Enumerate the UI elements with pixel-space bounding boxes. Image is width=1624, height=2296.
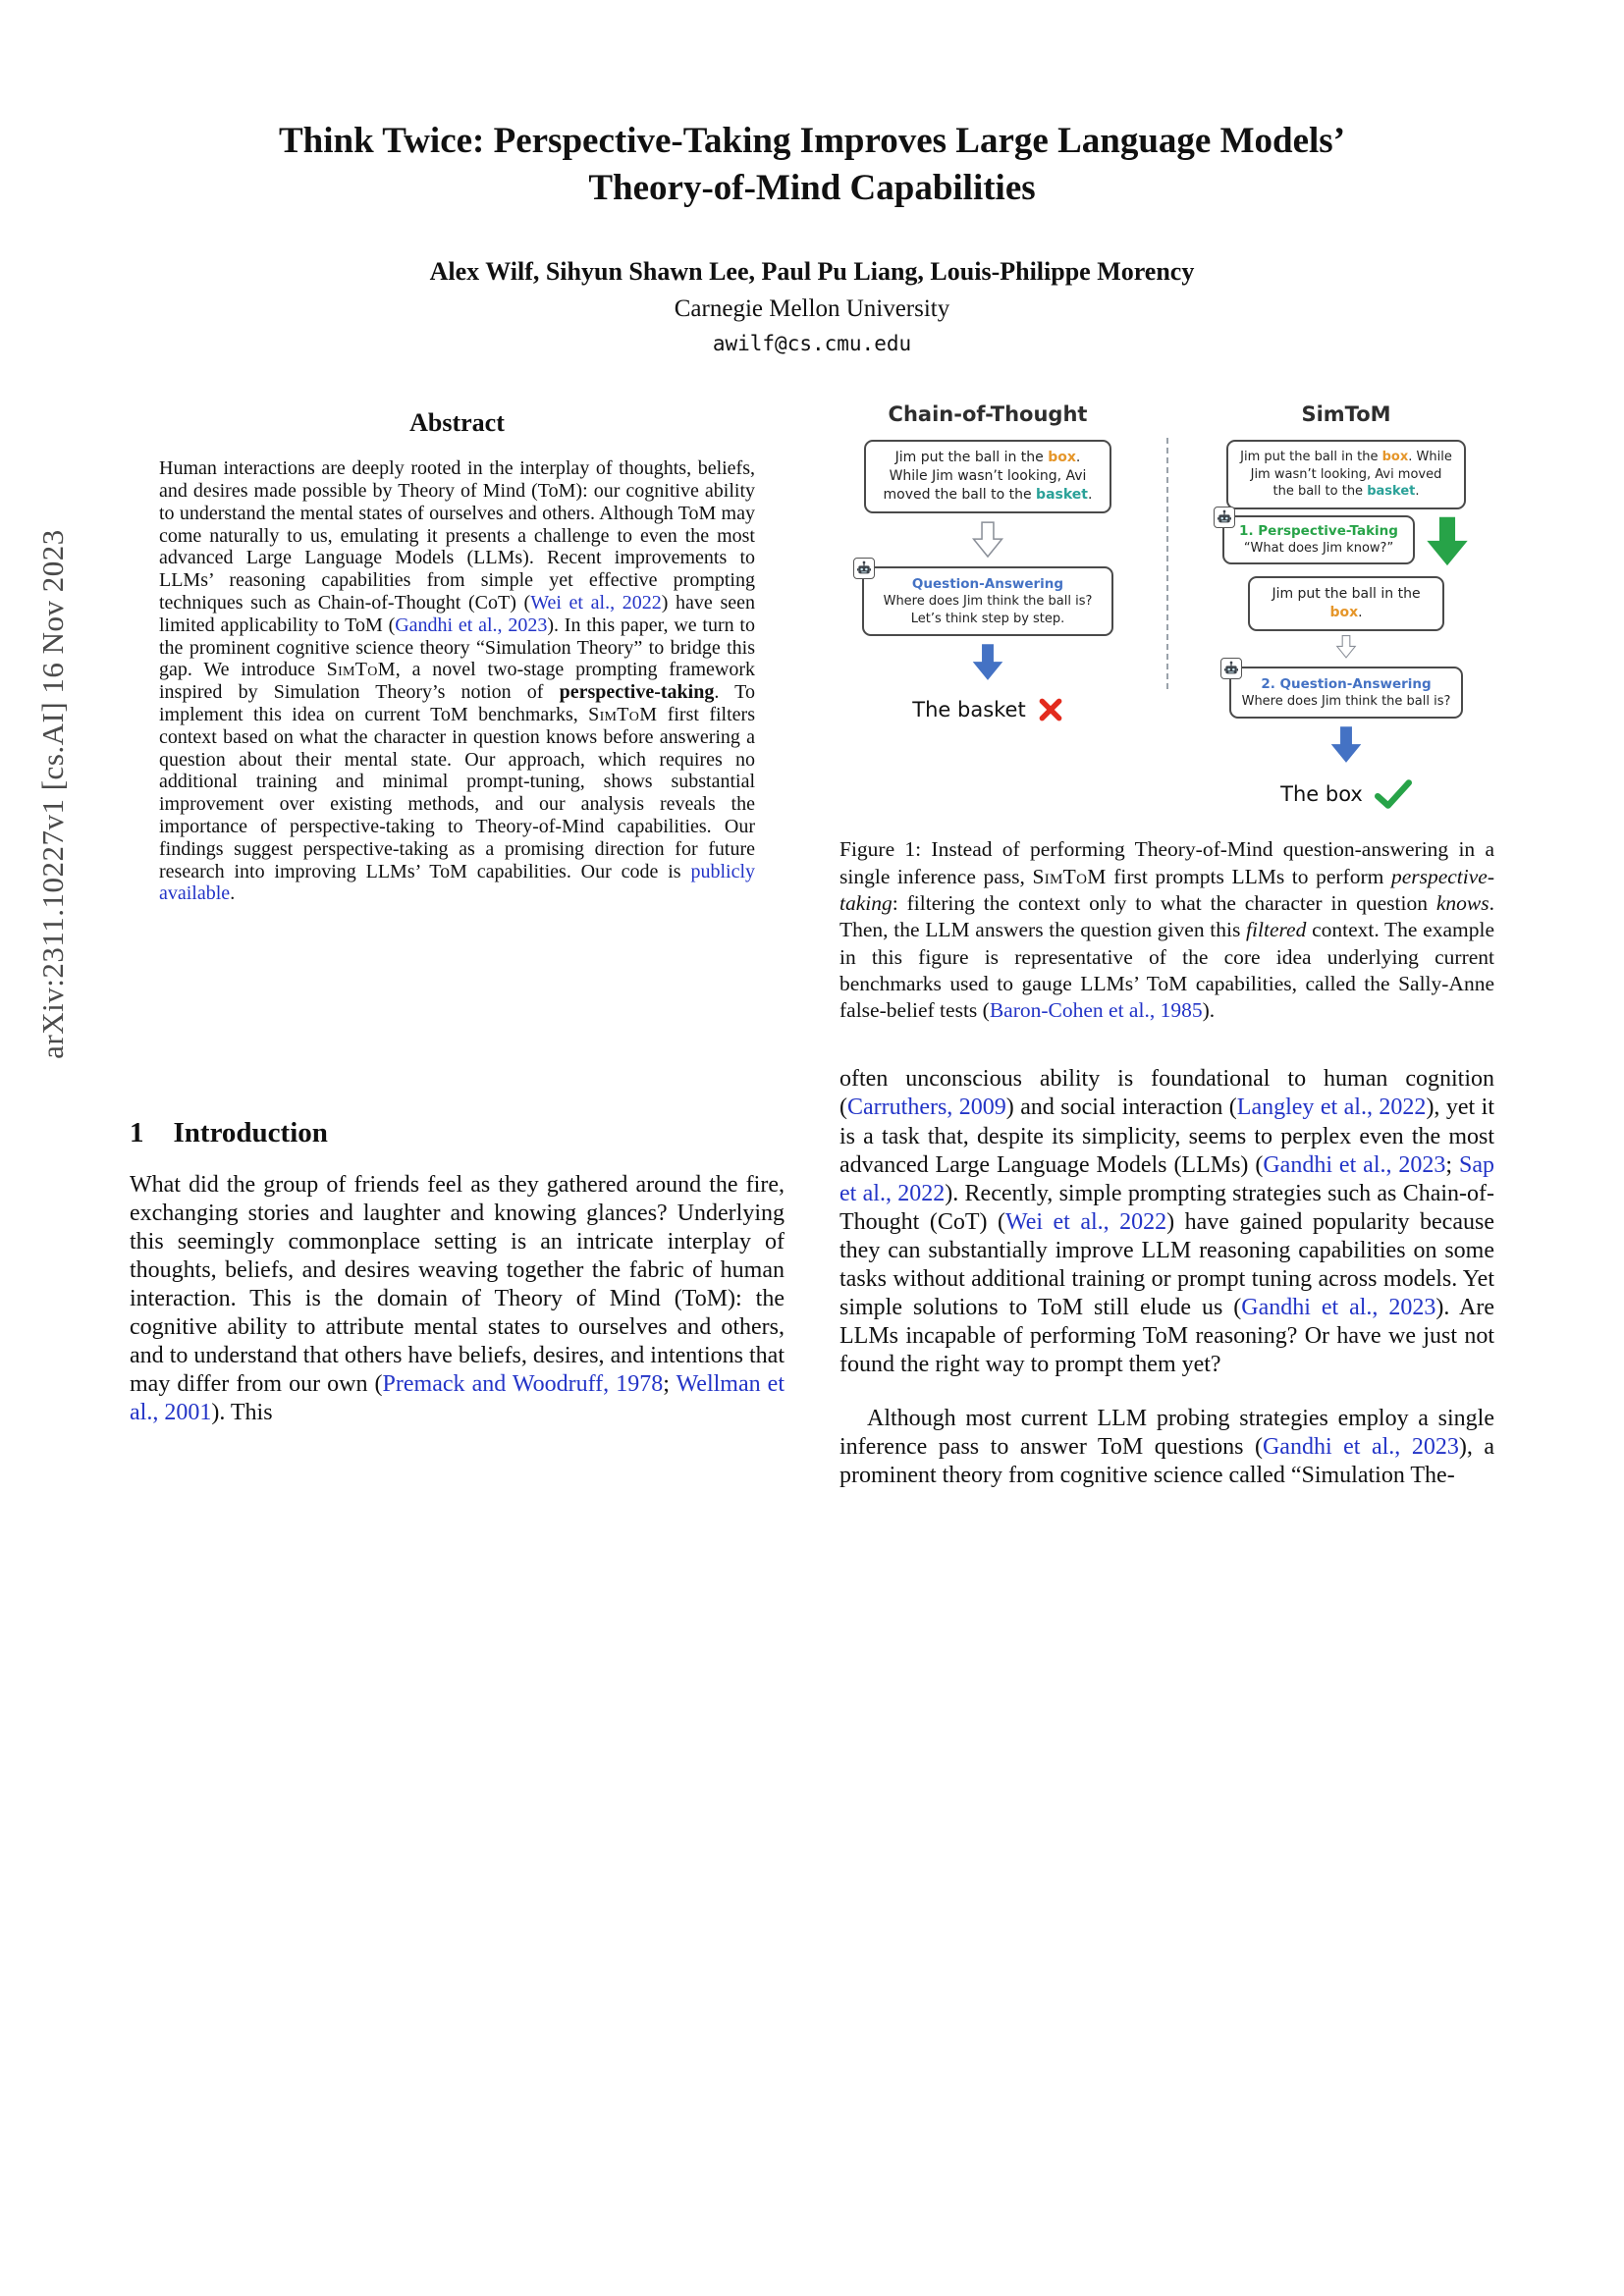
text-run: : filtering the context only to what the character in question — [892, 890, 1436, 915]
abstract-section — [130, 408, 785, 1090]
citation-link[interactable]: Gandhi et al., 2023 — [1263, 1151, 1446, 1178]
cot-qa-question: Where does Jim think the ball is? — [883, 594, 1093, 610]
text-run: basket — [1036, 486, 1088, 503]
figure-cot-panel — [839, 402, 1136, 809]
text-run: box — [1381, 450, 1409, 465]
simtom-panel-title: SimToM — [1301, 402, 1391, 427]
cot-panel-title: Chain-of-Thought — [888, 402, 1088, 427]
text-run: SimToM — [326, 659, 396, 681]
citation-link[interactable]: Carruthers, 2009 — [847, 1095, 1006, 1121]
figure-simtom-panel — [1198, 402, 1494, 809]
text-run: basket — [1367, 484, 1416, 500]
text-run: ). Are LLMs incapable of performing ToM reasoning? Or have we just not found the right way to prompt them yet? — [839, 1294, 1494, 1377]
left-column — [130, 402, 785, 1516]
section-heading-introduction — [130, 1117, 785, 1149]
contact-email: awilf@cs.cmu.edu — [712, 332, 912, 356]
cot-qa-box — [862, 566, 1113, 636]
simtom-qa-question: Where does Jim think the ball is? — [1241, 693, 1451, 709]
text-run: ). This — [211, 1400, 273, 1426]
text-run: box — [1329, 604, 1359, 620]
citation-link[interactable]: Wei et al., 2022 — [530, 591, 662, 614]
text-run: often unconscious ability is foundational to human cognition ( — [839, 1066, 1494, 1121]
text-run: context. The example in this figure is representative of the core idea underlying current benchmarks used to gauge LLMs’ ToM capabilities, called the Sally-Anne false-belief tests ( — [839, 918, 1494, 1023]
simtom-perspective-box — [1222, 515, 1415, 564]
citation-link[interactable]: Gandhi et al., 2023 — [1241, 1294, 1436, 1320]
text-run: first filters context based on what the character in question knows before answering a question about their mental state. Our approach, which requires no additional training and minimal prompt-tuning, shows substantial improvement over existing methods, and our analysis reveals the importance of perspective-taking to Theory-of-Mind capabilities. Our findings suggest perspective-taking as a promising direction for future research into improving LLMs’ ToM capabilities. Our code is — [159, 703, 755, 882]
text-run: What did the group of friends feel as they gathered around the fire, exchanging stories and laughter and knowing glances? Underlying this seemingly commonplace setting is an intricate interplay of thoughts, beliefs, and desires weaving together the fabric of human interaction. This is the domain of Theory of Mind (ToM): the cognitive ability to attribute mental states to ourselves and others, and to understand that others have beliefs, desires, and intentions that may differ from our own ( — [130, 1172, 785, 1398]
simtom-pt-title: 1. Perspective-Taking — [1239, 522, 1398, 539]
text-run: . — [230, 882, 236, 905]
text-run: SimToM — [1032, 864, 1107, 888]
simtom-story-box — [1226, 440, 1466, 509]
simtom-answer-row — [1280, 779, 1412, 809]
red-x-icon — [1038, 697, 1063, 722]
text-run: first prompts LLMs to perform — [1106, 864, 1391, 888]
title-line-2: Theory-of-Mind Capabilities — [588, 168, 1036, 209]
simtom-qa-title: 2. Question-Answering — [1261, 675, 1432, 692]
cot-answer: The basket — [912, 698, 1026, 722]
citation-link[interactable]: Gandhi et al., 2023 — [1262, 1433, 1459, 1460]
green-down-arrow-icon — [1425, 515, 1470, 568]
cot-qa-title: Question-Answering — [911, 575, 1064, 592]
text-run: Jim put the ball in the — [1272, 585, 1421, 602]
simtom-filtered-box — [1248, 576, 1444, 631]
text-run: filtered — [1246, 918, 1307, 942]
text-run: ). Recently, simple prompting strategies such as Chain-of-Thought (CoT) ( — [839, 1180, 1495, 1235]
citation-link[interactable]: Wei et al., 2022 — [1004, 1208, 1167, 1235]
two-column-body — [130, 402, 1494, 1516]
text-run: ; — [1445, 1151, 1459, 1178]
text-run: box — [1048, 450, 1076, 466]
green-check-icon — [1375, 779, 1412, 809]
section-title: Introduction — [173, 1117, 328, 1149]
abstract-heading: Abstract — [409, 408, 505, 438]
figure-1-diagram — [839, 402, 1494, 809]
text-run: knows — [1435, 890, 1489, 915]
abstract-text — [159, 457, 755, 905]
citation-link[interactable]: Premack and Woodruff, 1978 — [382, 1371, 664, 1398]
cot-answer-row — [912, 697, 1062, 722]
affiliation: Carnegie Mellon University — [674, 295, 950, 323]
robot-icon — [1214, 507, 1235, 528]
citation-link[interactable]: Langley et al., 2022 — [1236, 1095, 1427, 1121]
right-paragraph-1 — [839, 1065, 1494, 1378]
text-run: . — [1358, 604, 1363, 620]
text-run: Human interactions are deeply rooted in the interplay of thoughts, beliefs, and desires made possible by Theory of Mind (ToM): our cognitive ability to understand the mental states of ourselves and others. Although ToM may come naturally to us, emulating it presents a challenge to even the most advanced Large Language Models (LLMs). Recent improvements to LLMs’ reasoning capabilities from simple yet effective prompting techniques such as Chain-of-Thought (CoT) ( — [159, 457, 755, 614]
text-run: ), a prominent theory from cognitive science called “Simulation The- — [839, 1433, 1494, 1488]
citation-link[interactable]: Wellman et al., 2001 — [130, 1371, 785, 1426]
simtom-pt-question: “What does Jim know?” — [1243, 541, 1394, 557]
text-run: ) have seen limited applicability to ToM ( — [159, 591, 755, 636]
right-column — [839, 402, 1494, 1516]
intro-paragraph-1 — [130, 1171, 785, 1427]
text-run: ), yet it is a task that, despite its simplicity, seems to perplex even the most advanced Large Language Models (LLMs) ( — [839, 1095, 1494, 1178]
text-run: Jim put the ball in the — [1240, 450, 1382, 465]
text-run: . While Jim wasn’t looking, Avi moved the ball to the — [883, 450, 1087, 503]
blue-down-arrow-icon — [971, 643, 1004, 682]
figure-1 — [839, 402, 1494, 1024]
cot-qa-prompt: Let’s think step by step. — [910, 611, 1065, 626]
right-paragraph-2 — [839, 1405, 1494, 1490]
text-run: Jim put the ball in the — [894, 450, 1049, 466]
arxiv-sidebar-label: arXiv:2311.10227v1 [cs.AI] 16 Nov 2023 — [35, 529, 70, 1059]
title-line-1: Think Twice: Perspective-Taking Improves Large Language Models’ — [278, 121, 1346, 161]
text-run: ) have gained popularity because they can substantially improve LLM reasoning capabilities on some tasks without additional training or prompt tuning across models. Yet simple solutions to ToM still elude us ( — [839, 1208, 1494, 1320]
hollow-down-arrow-icon — [1335, 635, 1357, 659]
figure-1-caption — [839, 836, 1494, 1024]
text-run: ) and social interaction ( — [1005, 1095, 1237, 1121]
text-run: , a novel two-stage prompting framework inspired by Simulation Theory’s notion of — [159, 659, 755, 704]
text-run: ). — [1202, 998, 1216, 1023]
citation-link[interactable]: Gandhi et al., 2023 — [395, 614, 548, 636]
robot-icon — [1220, 658, 1242, 679]
hyperlink[interactable]: publicly available — [159, 860, 755, 905]
text-run: . While Jim wasn’t looking, Avi moved the ball to the — [1250, 450, 1452, 500]
text-run: ; — [663, 1371, 677, 1398]
text-run: ). In this paper, we turn to the prominent cognitive science theory “Simulation Theory” to bridge this gap. We introduce — [159, 614, 755, 681]
citation-link[interactable]: Baron-Cohen et al., 1985 — [989, 998, 1203, 1023]
simtom-qa-box — [1229, 667, 1463, 720]
citation-link[interactable]: Sap et al., 2022 — [839, 1151, 1494, 1206]
robot-icon — [853, 558, 875, 579]
text-run: SimToM — [588, 703, 658, 725]
text-run: perspective-taking — [839, 864, 1494, 915]
text-run: . — [1415, 484, 1420, 500]
text-run: . Then, the LLM answers the question given this — [839, 890, 1494, 942]
simtom-perspective-row — [1222, 515, 1470, 568]
simtom-answer: The box — [1280, 782, 1363, 807]
text-run: perspective-taking — [559, 681, 715, 704]
blue-down-arrow-icon — [1329, 725, 1363, 765]
section-number: 1 — [130, 1117, 144, 1149]
text-run: . — [1087, 486, 1093, 503]
text-run: . To implement this idea on current ToM benchmarks, — [159, 681, 755, 725]
cot-story-box — [864, 440, 1111, 513]
text-run: Although most current LLM probing strategies employ a single inference pass to answer ToM questions ( — [839, 1405, 1494, 1460]
author-list: Alex Wilf, Sihyun Shawn Lee, Paul Pu Liang, Louis-Philippe Morency — [429, 257, 1195, 287]
text-run: Figure 1: Instead of performing Theory-of-Mind question-answering in a single inference pass, — [839, 837, 1494, 888]
figure-divider — [1166, 438, 1168, 689]
hollow-down-arrow-icon — [971, 520, 1004, 560]
paper-title — [0, 0, 1624, 212]
